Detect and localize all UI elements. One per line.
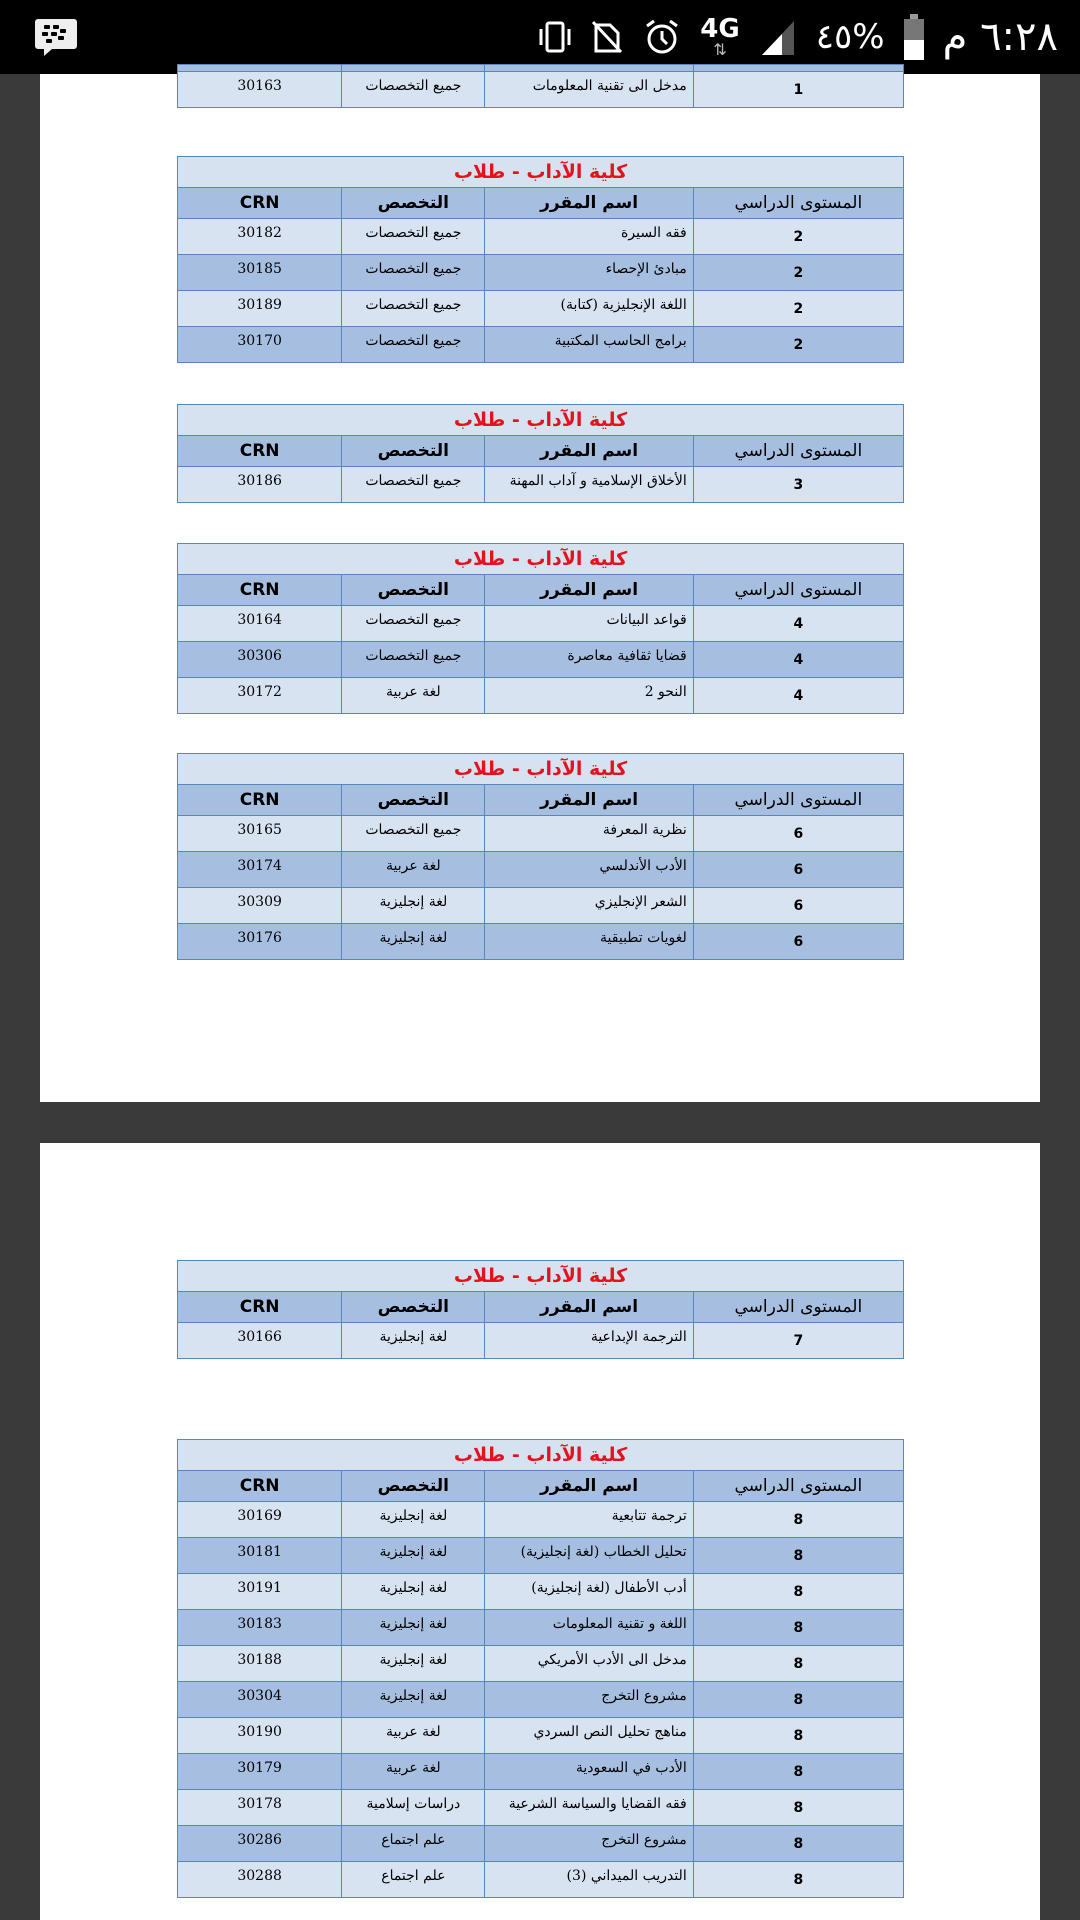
course-name-cell: الأخلاق الإسلامية و آداب المهنة — [485, 467, 693, 503]
header-crn: CRN — [178, 575, 342, 606]
table-header-row — [178, 188, 904, 219]
crn-cell: 30185 — [178, 255, 342, 291]
network-type: 4G — [700, 14, 740, 44]
table-row — [178, 1538, 904, 1574]
course-name-cell: ترجمة تتابعية — [485, 1502, 693, 1538]
table-row — [178, 1790, 904, 1826]
crn-cell: 30304 — [178, 1682, 342, 1718]
level-cell: 6 — [693, 888, 903, 924]
header-course: اسم المقرر — [485, 1471, 693, 1502]
specialization-cell: لغة إنجليزية — [342, 1646, 485, 1682]
table-title-row — [178, 405, 904, 436]
crn-cell: 30166 — [178, 1323, 342, 1359]
header-crn: CRN — [178, 1471, 342, 1502]
header-crn: CRN — [178, 188, 342, 219]
table-row — [178, 1718, 904, 1754]
vibrate-icon — [538, 19, 572, 55]
table-row — [178, 65, 904, 72]
battery-percent: ٤٥% — [815, 17, 885, 57]
table-title-row — [178, 1440, 904, 1471]
level-cell — [693, 65, 903, 72]
crn-cell: 30163 — [178, 72, 342, 108]
table-row — [178, 327, 904, 363]
course-name-cell: برامج الحاسب المكتبية — [485, 327, 693, 363]
table-title-row — [178, 157, 904, 188]
level-cell: 3 — [693, 467, 903, 503]
table-header-row — [178, 1292, 904, 1323]
level-cell: 1 — [693, 72, 903, 108]
level-cell: 8 — [693, 1538, 903, 1574]
status-icons — [520, 0, 1058, 74]
course-table — [177, 1260, 904, 1359]
table-header-row — [178, 1471, 904, 1502]
document-page — [40, 74, 1040, 1102]
course-name-cell: لغويات تطبيقية — [485, 924, 693, 960]
table-row — [178, 642, 904, 678]
specialization-cell: لغة إنجليزية — [342, 1682, 485, 1718]
course-name-cell: نظرية المعرفة — [485, 816, 693, 852]
course-name-cell: اللغة الإنجليزية (كتابة) — [485, 291, 693, 327]
table-title: كلية الآداب - طلاب — [178, 405, 904, 436]
level-cell: 7 — [693, 1323, 903, 1359]
table-title: كلية الآداب - طلاب — [178, 1261, 904, 1292]
specialization-cell: جميع التخصصات — [342, 72, 485, 108]
specialization-cell: جميع التخصصات — [342, 219, 485, 255]
table-row — [178, 852, 904, 888]
header-level: المستوى الدراسي — [693, 575, 903, 606]
course-table — [177, 156, 904, 363]
network-indicator: 4G ⇅ — [700, 14, 740, 59]
specialization-cell: علم اجتماع — [342, 1826, 485, 1862]
header-course: اسم المقرر — [485, 188, 693, 219]
course-name-cell: النحو 2 — [485, 678, 693, 714]
course-name-cell: الأدب الأندلسي — [485, 852, 693, 888]
level-cell: 2 — [693, 255, 903, 291]
table-row — [178, 1862, 904, 1898]
header-crn: CRN — [178, 1292, 342, 1323]
crn-cell: 30181 — [178, 1538, 342, 1574]
course-name-cell: مدخل الى الأدب الأمريكي — [485, 1646, 693, 1682]
crn-cell: 30309 — [178, 888, 342, 924]
header-crn: CRN — [178, 785, 342, 816]
specialization-cell: دراسات إسلامية — [342, 1790, 485, 1826]
course-name-cell: فقه السيرة — [485, 219, 693, 255]
table-header-row — [178, 575, 904, 606]
table-row — [178, 467, 904, 503]
header-level: المستوى الدراسي — [693, 436, 903, 467]
level-cell: 6 — [693, 852, 903, 888]
battery-icon — [903, 13, 925, 61]
course-name-cell: مبادئ الإحصاء — [485, 255, 693, 291]
course-name-cell: تحليل الخطاب (لغة إنجليزية) — [485, 1538, 693, 1574]
table-row — [178, 816, 904, 852]
specialization-cell: لغة عربية — [342, 852, 485, 888]
crn-cell: 30169 — [178, 1502, 342, 1538]
level-cell: 2 — [693, 327, 903, 363]
crn-cell: 30179 — [178, 1754, 342, 1790]
header-level: المستوى الدراسي — [693, 785, 903, 816]
header-specialization: التخصص — [342, 1471, 485, 1502]
crn-cell: 30172 — [178, 678, 342, 714]
specialization-cell: لغة عربية — [342, 1718, 485, 1754]
specialization-cell: لغة إنجليزية — [342, 1323, 485, 1359]
level-cell: 4 — [693, 642, 903, 678]
level-cell: 8 — [693, 1502, 903, 1538]
table-title-row — [178, 544, 904, 575]
level-cell: 2 — [693, 219, 903, 255]
table-row — [178, 1826, 904, 1862]
header-crn: CRN — [178, 436, 342, 467]
header-course: اسم المقرر — [485, 436, 693, 467]
table-row — [178, 1646, 904, 1682]
specialization-cell: جميع التخصصات — [342, 816, 485, 852]
header-specialization: التخصص — [342, 785, 485, 816]
table-title: كلية الآداب - طلاب — [178, 544, 904, 575]
header-specialization: التخصص — [342, 436, 485, 467]
header-level: المستوى الدراسي — [693, 1292, 903, 1323]
specialization-cell: جميع التخصصات — [342, 467, 485, 503]
table-row — [178, 1754, 904, 1790]
crn-cell: 30178 — [178, 1790, 342, 1826]
table-row — [178, 678, 904, 714]
course-table — [177, 404, 904, 503]
course-name-cell: قضايا ثقافية معاصرة — [485, 642, 693, 678]
course-name-cell: مناهج تحليل النص السردي — [485, 1718, 693, 1754]
course-table-partial — [177, 64, 904, 108]
course-name-cell: مشروع التخرج — [485, 1682, 693, 1718]
specialization-cell: جميع التخصصات — [342, 291, 485, 327]
level-cell: 2 — [693, 291, 903, 327]
specialization-cell: لغة إنجليزية — [342, 888, 485, 924]
table-row — [178, 291, 904, 327]
specialization-cell: لغة إنجليزية — [342, 1574, 485, 1610]
level-cell: 6 — [693, 816, 903, 852]
table-row — [178, 1682, 904, 1718]
level-cell: 8 — [693, 1862, 903, 1898]
header-course: اسم المقرر — [485, 785, 693, 816]
bbm-icon — [34, 17, 78, 57]
table-row — [178, 219, 904, 255]
table-title: كلية الآداب - طلاب — [178, 754, 904, 785]
level-cell: 8 — [693, 1718, 903, 1754]
table-title-row — [178, 754, 904, 785]
header-course: اسم المقرر — [485, 575, 693, 606]
table-row — [178, 72, 904, 108]
course-name-cell: التدريب الميداني (3) — [485, 1862, 693, 1898]
specialization-cell: لغة إنجليزية — [342, 1610, 485, 1646]
course-name-cell: الأدب في السعودية — [485, 1754, 693, 1790]
crn-cell: 30188 — [178, 1646, 342, 1682]
course-name-cell: فقه القضايا والسياسة الشرعية — [485, 1790, 693, 1826]
crn-cell: 30183 — [178, 1610, 342, 1646]
crn-cell: 30174 — [178, 852, 342, 888]
level-cell: 8 — [693, 1790, 903, 1826]
crn-cell: 30176 — [178, 924, 342, 960]
table-row — [178, 1502, 904, 1538]
table-title-row — [178, 1261, 904, 1292]
header-course: اسم المقرر — [485, 1292, 693, 1323]
course-name-cell: أدب الأطفال (لغة إنجليزية) — [485, 1574, 693, 1610]
crn-cell: 30165 — [178, 816, 342, 852]
clock: ٦:٢٨ م — [942, 14, 1058, 60]
specialization-cell: جميع التخصصات — [342, 255, 485, 291]
signal-icon — [758, 17, 798, 57]
crn-cell: 30186 — [178, 467, 342, 503]
specialization-cell: جميع التخصصات — [342, 327, 485, 363]
level-cell: 8 — [693, 1682, 903, 1718]
course-table — [177, 1439, 904, 1898]
crn-cell: 30164 — [178, 606, 342, 642]
table-header-row — [178, 785, 904, 816]
course-name-cell: الشعر الإنجليزي — [485, 888, 693, 924]
header-level: المستوى الدراسي — [693, 1471, 903, 1502]
table-row — [178, 1323, 904, 1359]
level-cell: 4 — [693, 606, 903, 642]
specialization-cell: علم اجتماع — [342, 1862, 485, 1898]
table-row — [178, 1574, 904, 1610]
course-table — [177, 543, 904, 714]
crn-cell: 30191 — [178, 1574, 342, 1610]
course-name-cell: اللغة و تقنية المعلومات — [485, 1610, 693, 1646]
specialization-cell: لغة إنجليزية — [342, 1538, 485, 1574]
header-specialization: التخصص — [342, 1292, 485, 1323]
crn-cell: 30189 — [178, 291, 342, 327]
specialization-cell: لغة عربية — [342, 678, 485, 714]
specialization-cell: جميع التخصصات — [342, 642, 485, 678]
crn-cell: 30286 — [178, 1826, 342, 1862]
level-cell: 6 — [693, 924, 903, 960]
table-title: كلية الآداب - طلاب — [178, 157, 904, 188]
level-cell: 8 — [693, 1646, 903, 1682]
crn-cell: 30288 — [178, 1862, 342, 1898]
course-table — [177, 753, 904, 960]
specialization-cell: لغة إنجليزية — [342, 924, 485, 960]
course-name-cell: الترجمة الإبداعية — [485, 1323, 693, 1359]
level-cell: 8 — [693, 1826, 903, 1862]
header-specialization: التخصص — [342, 575, 485, 606]
course-name-cell: مشروع التخرج — [485, 1826, 693, 1862]
table-header-row — [178, 436, 904, 467]
header-specialization: التخصص — [342, 188, 485, 219]
document-page — [40, 1143, 1040, 1920]
level-cell: 8 — [693, 1574, 903, 1610]
course-name-cell: قواعد البيانات — [485, 606, 693, 642]
table-row — [178, 1610, 904, 1646]
course-name-cell: مدخل الى تقنية المعلومات — [485, 72, 693, 108]
no-sim-icon — [590, 19, 624, 55]
crn-cell: 30182 — [178, 219, 342, 255]
table-row — [178, 606, 904, 642]
status-bar — [0, 0, 1080, 74]
crn-cell: 30190 — [178, 1718, 342, 1754]
level-cell: 4 — [693, 678, 903, 714]
table-row — [178, 888, 904, 924]
header-level: المستوى الدراسي — [693, 188, 903, 219]
alarm-icon — [642, 17, 682, 57]
table-row — [178, 924, 904, 960]
table-title: كلية الآداب - طلاب — [178, 1440, 904, 1471]
specialization-cell: لغة إنجليزية — [342, 1502, 485, 1538]
crn-cell: 30170 — [178, 327, 342, 363]
level-cell: 8 — [693, 1754, 903, 1790]
specialization-cell: جميع التخصصات — [342, 606, 485, 642]
specialization-cell: لغة عربية — [342, 1754, 485, 1790]
table-row — [178, 255, 904, 291]
level-cell: 8 — [693, 1610, 903, 1646]
crn-cell: 30306 — [178, 642, 342, 678]
